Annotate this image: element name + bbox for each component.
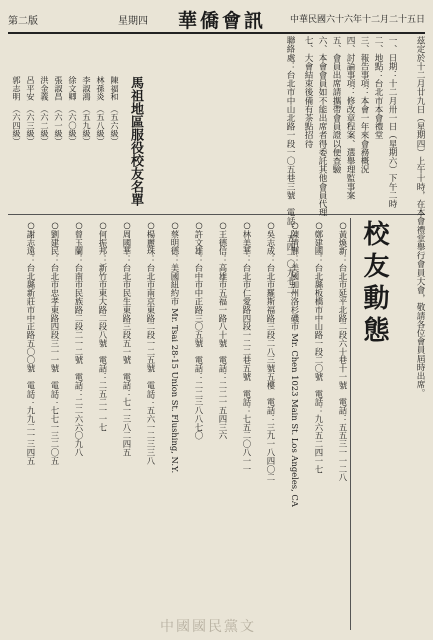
alumni-entry: ○謝志遠：台北縣新莊市中正路五〇〇號 電話：九九二一三四五 [26,220,36,465]
archive-watermark: 中國國民黨文 [160,619,256,635]
notice-text: 茲定於十二月廿九日（星期四）上午十時，在本會禮堂舉行會員大會，敬請各位會員屆時出席。 [415,36,425,398]
alumni-entry: ○許文雄：台中市中正路三〇五號 電話：二二三八八七〇 [194,220,204,440]
alumni-entry: ○吳志成：台北市羅斯福路三段二八三號五樓 電話：三九一八四〇二 [266,220,276,482]
alumni-entry: ○劉建民：台北市忠孝東路四段三一一號 電話：七七一三二〇五 [50,220,60,465]
alumni-entry: ○陳清輝：美國加州洛杉磯市 Mr. Chen 1023 Main St. Los Angeles, CA [290,220,300,507]
alumni-entry: ○楊麗珠：台北市南京東路二段一二五號 電話：五六一二三三八 [146,220,156,465]
section-divider [350,218,351,630]
roster-row: 徐文卿 （六〇級） [68,76,78,146]
alumni-entry: ○曾玉蘭：台南市民族路二段二一二號 電話：二二六六〇九八 [74,220,84,457]
alumni-news-columns [8,220,348,630]
alumni-entry: ○蔡明德：美國紐約市 Mr. Tsai 28-15 Union St. Flushing, N.Y. [170,220,180,474]
notice-item-7: 七、大會結束後備有茶點招待 [303,36,313,148]
roster-row: 陳福和 （五六級） [110,76,120,146]
issue-date: 中華民國六十六年十二月二十五日 [289,15,425,25]
notice-item-2: 二、地點：台北市本會禮堂 [373,36,383,140]
alumni-entry: ○何振邦：新竹市東大路二段八號 電話：二五二一一七 [98,220,108,432]
masthead-logo: 華僑會訊 [178,10,267,32]
section-title: 校友動態 [359,220,389,348]
notice-item-1: 一、日期：十二月卅一日（星期六）下午二時 [387,36,397,208]
alumni-entry: ○王德信：高雄市五福一路八十號 電話：二二一五四三六 [218,220,228,440]
roster-row: 李淑鴻 （五九級） [82,76,92,146]
alumni-entry: ○鄭建國：台北縣板橋市中山路一段二〇號 電話：九六五二四一七 [314,220,324,474]
alumni-entry: ○黃煥新：台北市延平北路二段六十巷十一號 電話：五五三一一二八 [338,220,348,482]
newspaper-header [8,6,425,34]
edition-label: 第二版 [8,16,38,27]
roster-row: 呂平安 （六三級） [26,76,36,146]
contact-info: 聯絡處：台北市中山北路一段一〇五巷三號 電話：五四一〇九七二 [285,36,295,294]
roster-row: 張淑昌 （六一級） [54,76,64,146]
notice-item-5: 五、會員出席請攜帶會員證以便查驗 [331,36,341,174]
weekday-label: 星期四 [118,16,148,27]
roster-title: 馬祖地區服役校友名單 [128,76,143,206]
notice-item-6: 六、本會會員如不能出席者得委託其他會員代理 [317,36,327,217]
roster-row: 洪金義 （六二級） [40,76,50,146]
roster-row: 林孫炎 （五八級） [96,76,106,146]
notice-item-4: 四、討論事項：修改章程案、選舉理監事案 [345,36,355,200]
roster-row: 郭志明 （六四級） [12,76,22,146]
alumni-entry: ○周國華：台北市民生東路三段五一號 電話：七一三八二四五 [122,220,132,457]
alumni-entry: ○林美華：台北市仁愛路四段一二二巷五號 電話：七五二〇八一一 [242,220,252,474]
notice-item-3: 三、報告事項：本會一年來會務概況 [359,36,369,174]
